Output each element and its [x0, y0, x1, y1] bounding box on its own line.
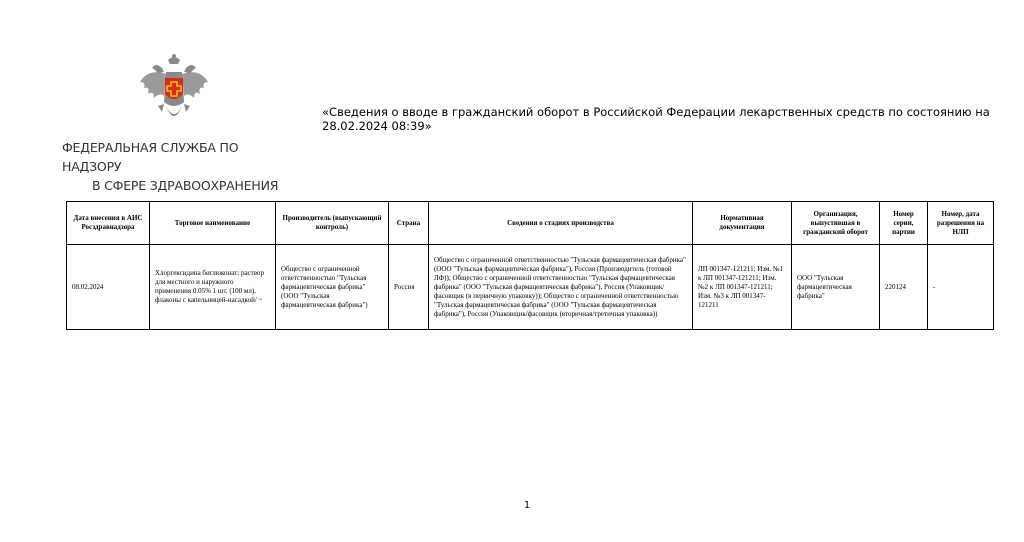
cell-manufacturer: Общество с ограниченной ответственностью "Тульская фармацевтическая фабрика" (ООО "Тульская фармацевтическая фабрика"): [276, 245, 389, 330]
column-header-normative-docs: Нормативная документация: [693, 202, 792, 245]
column-header-country: Страна: [389, 202, 429, 245]
column-header-date: Дата внесения в АИС Росздравнадзора: [67, 202, 150, 245]
column-header-permit: Номер, дата разрешения на НЛП: [928, 202, 994, 245]
organization-name: [62, 138, 292, 195]
page-number: 1: [523, 500, 531, 511]
cell-batch: 220124: [880, 245, 928, 330]
cell-organization: ООО "Тульская фармацевтическая фабрика": [792, 245, 880, 330]
column-header-stages: Сведения о стадиях производства: [429, 202, 693, 245]
double-headed-eagle-emblem-icon: [138, 52, 210, 128]
cell-date: 08.02.2024: [67, 245, 150, 330]
cell-normative-docs: ЛП 001347-121211; Изм. №1 к ЛП 001347-121211; Изм. №2 к ЛП 001347-121211; Изм. №3 к ЛП 001347-121211: [693, 245, 792, 330]
organization-name-line-2: В СФЕРЕ ЗДРАВООХРАНЕНИЯ: [92, 178, 279, 193]
column-header-organization: Организация, выпустившая в гражданский оборот: [792, 202, 880, 245]
cell-permit: -: [928, 245, 994, 330]
cell-country: Россия: [389, 245, 429, 330]
document-title: «Сведения о вводе в гражданский оборот в Российской Федерации лекарственных средств по состоянию на 28.02.2024 08:39»: [322, 105, 990, 133]
column-header-manufacturer: Производитель (выпускающий контроль): [276, 202, 389, 245]
column-header-trade-name: Торговое наименование: [150, 202, 276, 245]
organization-name-line-1: ФЕДЕРАЛЬНАЯ СЛУЖБА ПО НАДЗОРУ: [62, 140, 239, 174]
registry-table: [66, 201, 994, 330]
column-header-batch: Номер серии, партии: [880, 202, 928, 245]
cell-trade-name: Хлоргексидина биглюконат; раствор для местного и наружного применения 0.05% 1 шт. (100 мл), флаконы с капельницей-насадкой/ ~: [150, 245, 276, 330]
cell-stages: Общество с ограниченной ответственностью "Тульская фармацевтическая фабрика" (ООО "Тульская фармацевтическая фабрика"), Россия (Производитель (готовой ЛФ)); Общество с ограниченной ответственностью "Тульская фармацевтическая фабрика" (ООО "Тульская фармацевтическая фабрика"), Россия (Упаковщик/фасовщик (в первичную упаковку)); Общество с ограниченной ответственностью "Тульская фармацевтическая фабрика" (ООО "Тульская фармацевтическая фабрика"), Россия (Упаковщик/фасовщик (вторичная/третичная упаковка)): [429, 245, 693, 330]
table-header-row: [67, 202, 994, 245]
table-row: [67, 245, 994, 330]
